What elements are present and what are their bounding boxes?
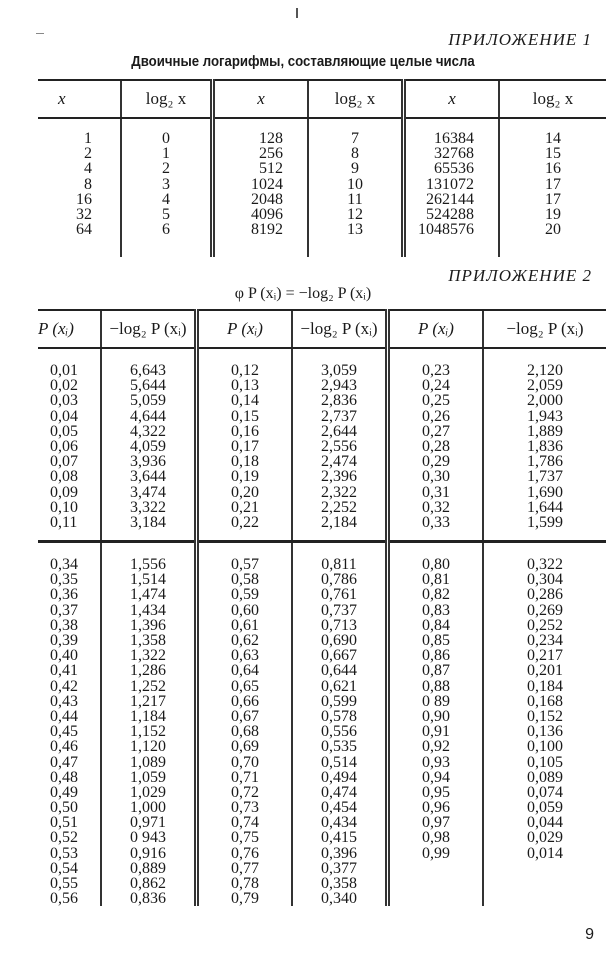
table-cell: 2048 (251, 190, 283, 208)
table-cell: 0,91 (422, 723, 450, 741)
table-cell: 0,13 (231, 377, 259, 395)
table-cell: 1,252 (130, 677, 166, 695)
table-cell: 1,396 (130, 616, 166, 634)
table-cell: 0,97 (422, 814, 450, 832)
table-cell: 13 (347, 221, 363, 239)
table-cell: 0,15 (231, 407, 259, 425)
scan-mark (296, 8, 298, 18)
table-cell: 1,120 (130, 738, 166, 756)
column-log2x-1 (121, 118, 213, 257)
table-cell: 0,45 (50, 723, 78, 741)
table-cell: 2,059 (527, 377, 563, 395)
table-cell: 0,105 (527, 753, 563, 771)
table-cell: 0,51 (50, 814, 78, 832)
header-neglog: −log₂ P (xᵢ) (483, 310, 606, 348)
table-cell: 3 (162, 175, 170, 193)
table-cell: 1,786 (527, 453, 563, 471)
column-neglog-1 (101, 542, 197, 907)
header-p: P (xᵢ) (197, 310, 293, 348)
column-neglog-3 (483, 542, 606, 907)
table-cell: 0,20 (231, 483, 259, 501)
table-cell: 0,17 (231, 437, 259, 455)
table-cell: 1,690 (527, 483, 563, 501)
column-x-3 (404, 118, 500, 257)
table-cell: 9 (351, 160, 359, 178)
table-cell: 1,000 (130, 799, 166, 817)
table-cell: 0,252 (527, 616, 563, 634)
table-cell: 0,38 (50, 616, 78, 634)
table-cell: 0,304 (527, 571, 563, 589)
table-cell: 0,65 (231, 677, 259, 695)
table-cell: 0,56 (50, 890, 78, 908)
header-p: P (xᵢ) (388, 310, 484, 348)
table-cell: 3,936 (130, 453, 166, 471)
table-cell: 0,535 (321, 738, 357, 756)
table-cell: 0,46 (50, 738, 78, 756)
header-row (38, 310, 606, 348)
table-cell: 0,08 (50, 468, 78, 486)
table-cell: 3,059 (321, 362, 357, 379)
column-x-2 (213, 118, 309, 257)
table-cell: 0,10 (50, 498, 78, 516)
table-cell: 0,599 (321, 692, 357, 710)
table-cell: 0,494 (321, 768, 357, 786)
table-cell: 0,81 (422, 571, 450, 589)
table-cell: 0,05 (50, 422, 78, 440)
column-p-2 (197, 348, 293, 542)
table-cell: 0,01 (50, 362, 78, 379)
table-cell: 0,234 (527, 632, 563, 649)
table-cell: 256 (259, 145, 283, 163)
table-cell: 0,713 (321, 616, 357, 634)
table-cell: 0,61 (231, 616, 259, 634)
table-cell: 0,59 (231, 586, 259, 604)
table-cell: 0,28 (422, 437, 450, 455)
table-cell: 1048576 (418, 221, 474, 239)
table-cell: 0,66 (231, 692, 259, 710)
table-cell: 0,41 (50, 662, 78, 680)
table-cell: 0,22 (231, 513, 259, 531)
column-p-2 (197, 542, 293, 907)
table-cell: 0,12 (231, 362, 259, 379)
table-cell: 2,396 (321, 468, 357, 486)
table-cell: 0,168 (527, 692, 563, 710)
table-cell: 1,644 (527, 498, 563, 516)
table-cell: 7 (351, 130, 359, 147)
table-cell: 0,044 (527, 814, 563, 832)
table-cell: 0,415 (321, 829, 357, 847)
table-cell: 2,184 (321, 513, 357, 531)
table-cell: 0,76 (231, 844, 259, 862)
table-cell: 0,02 (50, 377, 78, 395)
table-cell: 0,83 (422, 601, 450, 619)
table-cell: 1,286 (130, 662, 166, 680)
table-cell: 0,09 (50, 483, 78, 501)
table-cell: 6,643 (130, 362, 166, 379)
table-cell: 0,667 (321, 647, 357, 665)
table-cell: 17 (545, 190, 561, 208)
table-cell: 0,100 (527, 738, 563, 756)
neg-log-probability-table (38, 309, 606, 906)
table-cell: 3,644 (130, 468, 166, 486)
table-cell: 0,916 (130, 844, 166, 862)
table-cell: 0,63 (231, 647, 259, 665)
table-cell: 0,27 (422, 422, 450, 440)
table-cell: 1,599 (527, 513, 563, 531)
table-cell: 0,75 (231, 829, 259, 847)
table-cell: 0,454 (321, 799, 357, 817)
table-cell: 4,644 (130, 407, 166, 425)
table-cell: 0,396 (321, 844, 357, 862)
table-cell: 262144 (426, 190, 474, 208)
block-1-row (38, 348, 606, 542)
header-log2x: log₂ x (499, 80, 606, 118)
table-cell: 0 (162, 130, 170, 147)
table-cell: 4096 (251, 205, 283, 223)
table-cell: 8 (351, 145, 359, 163)
table-cell: 0,48 (50, 768, 78, 786)
table-cell: 0,54 (50, 859, 78, 877)
table-cell: 0,21 (231, 498, 259, 516)
table-cell: 0,11 (50, 513, 78, 531)
table-cell: 0,059 (527, 799, 563, 817)
table-cell: 1024 (251, 175, 283, 193)
table-cell: 0,358 (321, 875, 357, 892)
table-cell: 0,971 (130, 814, 166, 832)
table-cell: 0,03 (50, 392, 78, 410)
table-cell: 0,16 (231, 422, 259, 440)
table-cell: 0,514 (321, 753, 357, 771)
header-x: x (38, 80, 121, 118)
column-p-1 (38, 542, 101, 907)
table-cell: 0,761 (321, 586, 357, 604)
table-cell: 0,43 (50, 692, 78, 710)
table-cell: 0,26 (422, 407, 450, 425)
table-cell: 2 (162, 160, 170, 178)
table-cell: 0,94 (422, 768, 450, 786)
table-cell: 19 (545, 205, 561, 223)
table-cell: 2,644 (321, 422, 357, 440)
header-row (38, 80, 606, 118)
table-cell: 0,286 (527, 586, 563, 604)
table-cell: 15 (545, 145, 561, 163)
column-neglog-2 (292, 542, 388, 907)
table-cell: 3,474 (130, 483, 166, 501)
table-cell: 0,201 (527, 662, 563, 680)
table-cell: 0,322 (527, 556, 563, 574)
table-cell: 20 (545, 221, 561, 239)
block-2-row (38, 542, 606, 907)
table-cell: 0,31 (422, 483, 450, 501)
column-x-1 (38, 118, 121, 257)
table-cell: 0,074 (527, 783, 563, 801)
column-neglog-1 (101, 348, 197, 542)
table-cell: 0,82 (422, 586, 450, 604)
table-cell: 0,87 (422, 662, 450, 680)
table-cell: 0,014 (527, 844, 563, 862)
table-cell: 0,70 (231, 753, 259, 771)
table-cell: 6 (162, 221, 170, 239)
table-cell: 0,86 (422, 647, 450, 665)
header-x: x (404, 80, 500, 118)
table-cell: 1,322 (130, 647, 166, 665)
table-cell: 0,74 (231, 814, 259, 832)
table-cell: 0,836 (130, 890, 166, 908)
table-cell: 0,578 (321, 707, 357, 725)
table-cell: 0,269 (527, 601, 563, 619)
table-cell: 0,58 (231, 571, 259, 589)
table-cell: 12 (347, 205, 363, 223)
table-cell: 0,474 (321, 783, 357, 801)
binary-log-table (38, 79, 606, 257)
table-cell: 5,644 (130, 377, 166, 395)
header-log2x: log₂ x (308, 80, 404, 118)
table-cell: 524288 (426, 205, 474, 223)
appendix-2-label: ПРИЛОЖЕНИЕ 2 (448, 266, 592, 285)
column-p-3 (388, 542, 484, 907)
table-cell: 0,84 (422, 616, 450, 634)
table-cell: 0,95 (422, 783, 450, 801)
table-cell: 0,217 (527, 647, 563, 665)
table-cell: 32 (76, 205, 92, 223)
table-cell: 0,71 (231, 768, 259, 786)
table-cell: 2,737 (321, 407, 357, 425)
table-cell: 3,322 (130, 498, 166, 516)
table-cell: 2,556 (321, 437, 357, 455)
table-cell: 0,42 (50, 677, 78, 695)
table-cell: 8 (84, 175, 92, 193)
table-cell: 0,55 (50, 875, 78, 892)
table-cell: 0,62 (231, 632, 259, 649)
table-cell: 2,943 (321, 377, 357, 395)
table-cell: 512 (259, 160, 283, 178)
table-cell: 1,836 (527, 437, 563, 455)
table-cell: 0,96 (422, 799, 450, 817)
table-cell: 8192 (251, 221, 283, 239)
table-cell: 2,252 (321, 498, 357, 516)
table-cell: 4,322 (130, 422, 166, 440)
table-cell: 1 (84, 130, 92, 147)
table-cell: 0,72 (231, 783, 259, 801)
table-cell: 0,98 (422, 829, 450, 847)
table-cell: 1,737 (527, 468, 563, 486)
table-cell: 10 (347, 175, 363, 193)
appendix-2-formula: φ P (xᵢ) = −log₂ P (xᵢ) (234, 285, 372, 302)
table-cell: 0 943 (130, 829, 166, 847)
table-cell: 0,73 (231, 799, 259, 817)
table-cell: 0,92 (422, 738, 450, 756)
table-cell: 0,644 (321, 662, 357, 680)
table-cell: 0,862 (130, 875, 166, 892)
table-cell: 0,06 (50, 437, 78, 455)
table-cell: 0,40 (50, 647, 78, 665)
table-cell: 0,556 (321, 723, 357, 741)
table-cell: 0,68 (231, 723, 259, 741)
table-cell: 1,434 (130, 601, 166, 619)
header-neglog: −log₂ P (xᵢ) (292, 310, 388, 348)
table-cell: 0,60 (231, 601, 259, 619)
table-cell: 0,53 (50, 844, 78, 862)
table-cell: 0,50 (50, 799, 78, 817)
table-cell: 0,23 (422, 362, 450, 379)
table-cell: 0,93 (422, 753, 450, 771)
column-neglog-2 (292, 348, 388, 542)
column-log2x-2 (308, 118, 404, 257)
table-cell: 17 (545, 175, 561, 193)
header-p: P (xᵢ) (38, 310, 101, 348)
table-cell: 1,184 (130, 707, 166, 725)
table-cell: 128 (259, 130, 283, 147)
table-cell: 4 (84, 160, 92, 178)
table-cell: 0,136 (527, 723, 563, 741)
table-cell: 0,69 (231, 738, 259, 756)
table-cell: 0,85 (422, 632, 450, 649)
table-cell: 1,556 (130, 556, 166, 574)
table-cell: 16384 (434, 130, 474, 147)
table-cell: 2 (84, 145, 92, 163)
scan-mark (36, 33, 44, 34)
table-cell: 64 (76, 221, 92, 239)
table-cell: 5,059 (130, 392, 166, 410)
table-cell: 0,690 (321, 632, 357, 649)
table-cell: 0,30 (422, 468, 450, 486)
table-cell: 0,37 (50, 601, 78, 619)
table-cell: 0,80 (422, 556, 450, 574)
table-cell: 0,99 (422, 844, 450, 862)
table-cell: 0,24 (422, 377, 450, 395)
table-cell: 0,47 (50, 753, 78, 771)
table-cell: 0,33 (422, 513, 450, 531)
table-cell: 0,88 (422, 677, 450, 695)
table-cell: 0,737 (321, 601, 357, 619)
table-cell: 3,184 (130, 513, 166, 531)
table-cell: 0 89 (422, 692, 450, 710)
table-cell: 0,811 (321, 556, 357, 574)
table-cell: 2,836 (321, 392, 357, 410)
table-cell: 4 (162, 190, 170, 208)
table-cell: 0,35 (50, 571, 78, 589)
table-cell: 16 (545, 160, 561, 178)
table-cell: 1,358 (130, 632, 166, 649)
table-cell: 1,152 (130, 723, 166, 741)
table-cell: 32768 (434, 145, 474, 163)
table-cell: 131072 (426, 175, 474, 193)
table-cell: 0,089 (527, 768, 563, 786)
table-cell: 14 (545, 130, 561, 147)
table-cell: 1,029 (130, 783, 166, 801)
table-cell: 0,029 (527, 829, 563, 847)
table-cell: 2,000 (527, 392, 563, 410)
table-cell: 0,52 (50, 829, 78, 847)
table-cell: 0,64 (231, 662, 259, 680)
table-cell: 1,514 (130, 571, 166, 589)
table-cell: 11 (347, 190, 363, 208)
table-cell: 1,217 (130, 692, 166, 710)
table-cell: 2,474 (321, 453, 357, 471)
table-cell: 0,184 (527, 677, 563, 695)
table-cell: 0,340 (321, 890, 357, 908)
table-cell: 0,79 (231, 890, 259, 908)
table-cell: 0,77 (231, 859, 259, 877)
table-cell: 5 (162, 205, 170, 223)
table-cell: 0,57 (231, 556, 259, 574)
table-cell: 0,434 (321, 814, 357, 832)
table-cell: 0,889 (130, 859, 166, 877)
appendix-1-label: ПРИЛОЖЕНИЕ 1 (448, 30, 592, 49)
table-cell: 0,36 (50, 586, 78, 604)
table-cell: 16 (76, 190, 92, 208)
table-cell: 2,322 (321, 483, 357, 501)
table-cell: 0,34 (50, 556, 78, 574)
table-cell: 1,089 (130, 753, 166, 771)
table-cell: 0,29 (422, 453, 450, 471)
table-cell: 0,07 (50, 453, 78, 471)
table-cell: 0,377 (321, 859, 357, 877)
appendix-1-title: Двоичные логарифмы, составляющие целые числа (131, 53, 475, 70)
header-neglog: −log₂ P (xᵢ) (101, 310, 197, 348)
header-log2x: log₂ x (121, 80, 213, 118)
table-cell: 4,059 (130, 437, 166, 455)
table-cell: 1,889 (527, 422, 563, 440)
table-cell: 0,621 (321, 677, 357, 695)
table-cell: 0,78 (231, 875, 259, 892)
table-cell: 0,44 (50, 707, 78, 725)
page-number: 9 (585, 926, 594, 943)
table-cell: 0,18 (231, 453, 259, 471)
table-cell: 0,49 (50, 783, 78, 801)
table-body-row (38, 118, 606, 257)
table-cell: 0,152 (527, 707, 563, 725)
column-p-3 (388, 348, 484, 542)
table-cell: 0,25 (422, 392, 450, 410)
table-cell: 65536 (434, 160, 474, 178)
column-p-1 (38, 348, 101, 542)
table-cell: 0,39 (50, 632, 78, 649)
table-cell: 0,04 (50, 407, 78, 425)
column-neglog-3 (483, 348, 606, 542)
header-x: x (213, 80, 309, 118)
table-cell: 0,67 (231, 707, 259, 725)
table-cell: 0,786 (321, 571, 357, 589)
table-cell: 1,059 (130, 768, 166, 786)
table-cell: 1,474 (130, 586, 166, 604)
table-cell: 0,32 (422, 498, 450, 516)
table-cell: 1,943 (527, 407, 563, 425)
table-cell: 0,14 (231, 392, 259, 410)
table-cell: 0,19 (231, 468, 259, 486)
table-cell: 0,90 (422, 707, 450, 725)
table-cell: 2,120 (527, 362, 563, 379)
table-cell: 1 (162, 145, 170, 163)
column-log2x-3 (499, 118, 606, 257)
